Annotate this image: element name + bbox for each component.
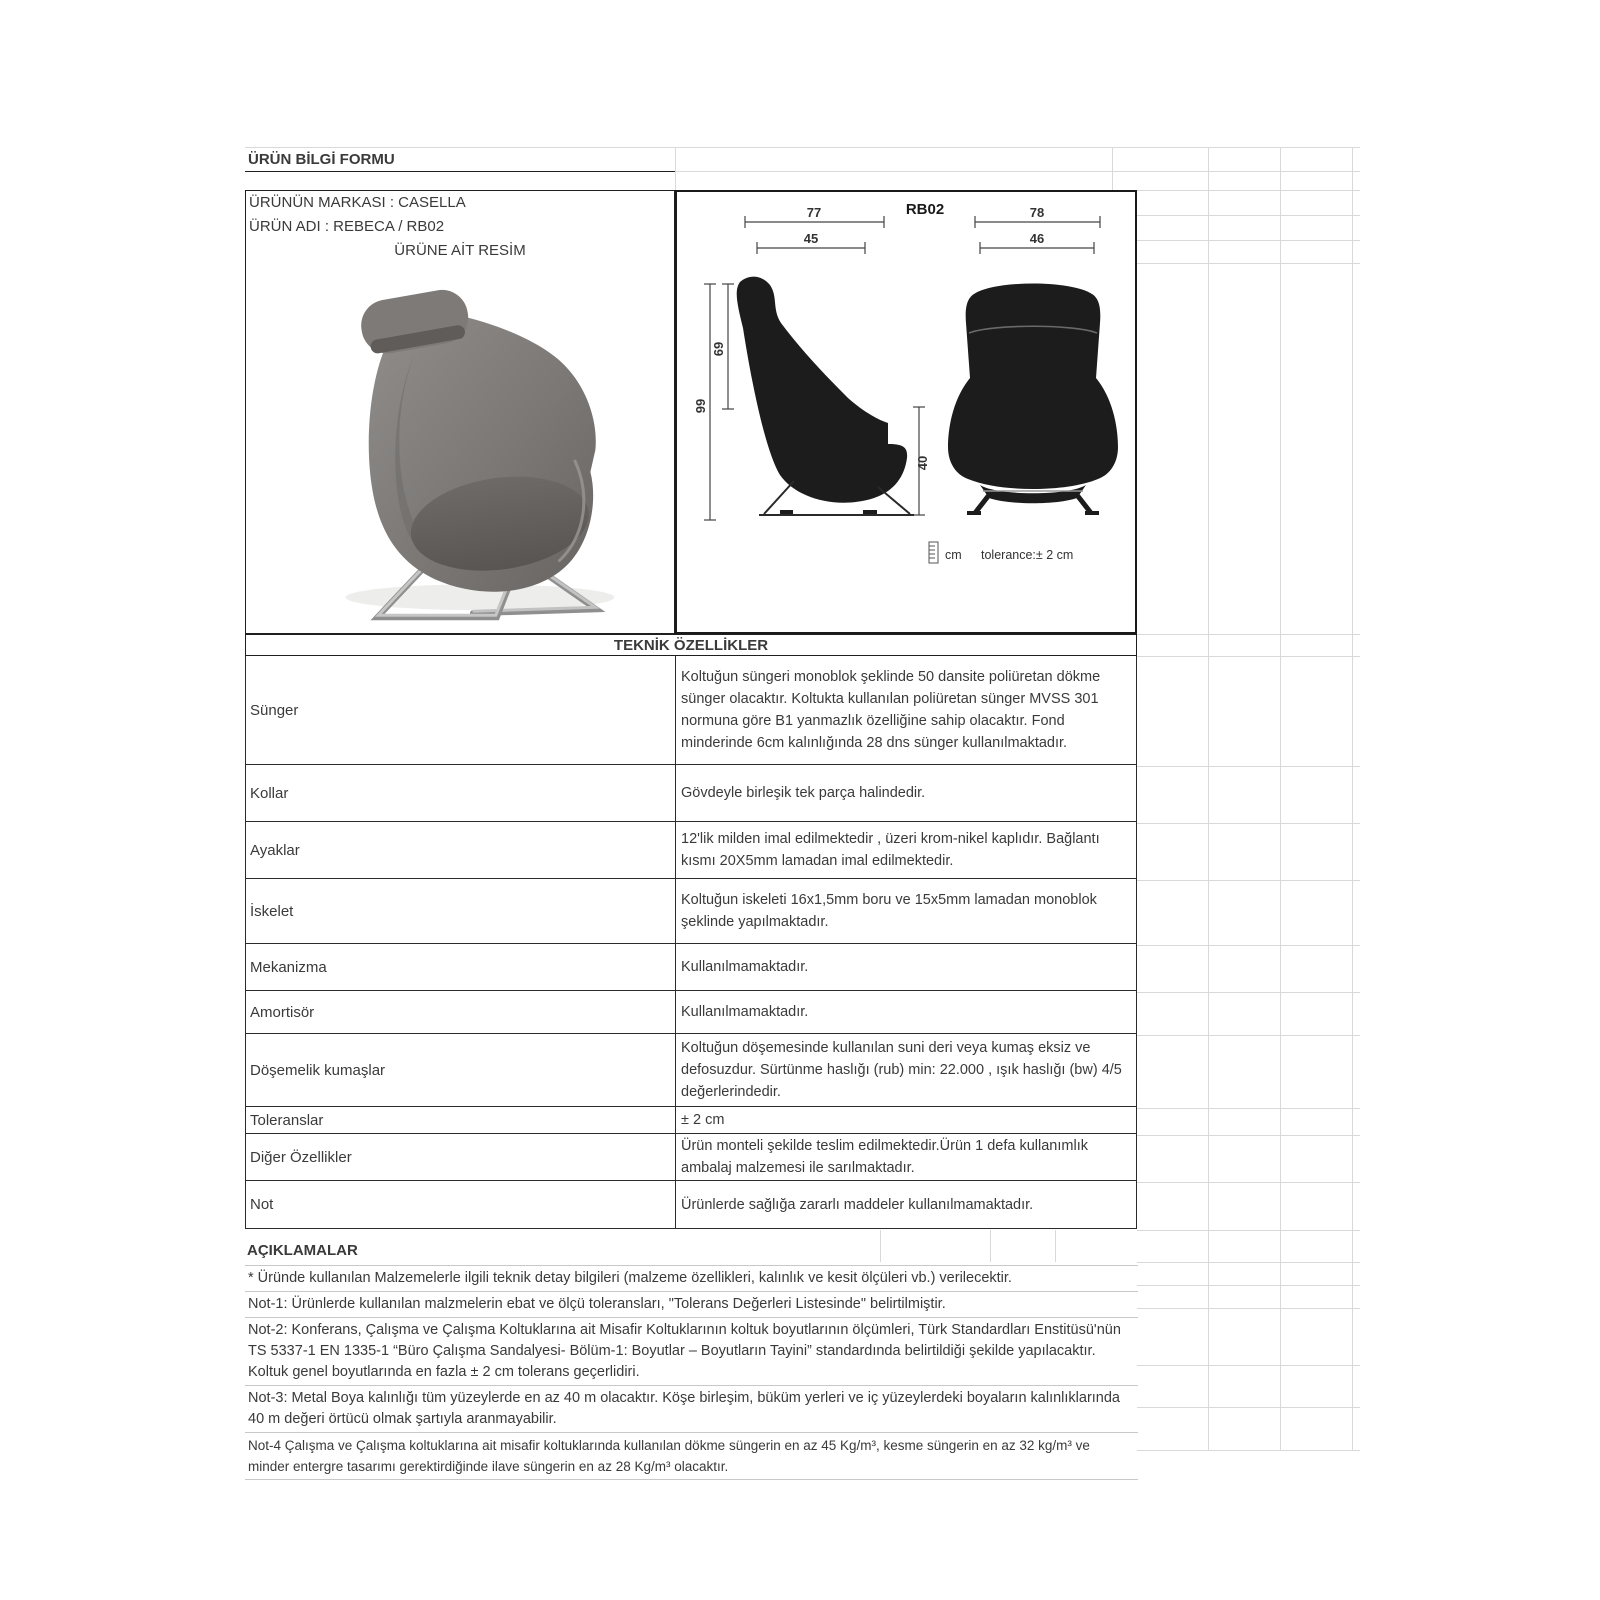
- tolerance-label: tolerance:± 2 cm: [981, 548, 1074, 562]
- grid-line: [1137, 766, 1360, 767]
- spec-label-text: Ayaklar: [250, 841, 300, 859]
- spec-row-mekanizma: [246, 944, 1136, 991]
- product-image-header: [245, 239, 675, 263]
- spec-label-text: Kollar: [250, 784, 289, 802]
- spec-value-text: Gövdeyle birleşik tek parça halindedir.: [681, 785, 926, 801]
- page-title-text: ÜRÜN BİLGİ FORMU: [248, 151, 395, 168]
- grid-line: [675, 171, 1137, 172]
- grid-line: [1137, 880, 1360, 881]
- grid-line: [1137, 1108, 1360, 1109]
- grid-line: [1137, 1450, 1360, 1451]
- grid-line: [1208, 147, 1209, 1450]
- grid-line: [1137, 215, 1360, 216]
- product-brand-text: ÜRÜNÜN MARKASI : CASELLA: [249, 194, 466, 211]
- note-list: [245, 1265, 1138, 1480]
- grid-line: [1280, 147, 1281, 1450]
- grid-line: [1137, 263, 1360, 264]
- spec-value-text: Kullanılmamaktadır.: [681, 959, 809, 975]
- side-view-foot-right: [863, 510, 877, 514]
- grid-line: [1137, 634, 1360, 635]
- grid-line: [1137, 171, 1360, 172]
- grid-line: [1137, 240, 1360, 241]
- grid-line: [1137, 1035, 1360, 1036]
- spec-label-text: Not: [250, 1196, 274, 1213]
- grid-line: [245, 147, 1137, 148]
- side-view-silhouette: [737, 277, 907, 503]
- spec-value-text: Koltuğun döşemesinde kullanılan suni deri veya kumaş eksiz ve defosuzdur. Sürtünme haslığı (rub) min: 22.000 , ışık haslığı (bw) 4/5 değerlerindedir.: [681, 1040, 1122, 1100]
- spec-label-text: Toleranslar: [250, 1111, 324, 1129]
- dim-back-height-label: 69: [711, 341, 726, 357]
- grid-line: [1137, 1407, 1360, 1408]
- grid-line: [1137, 1285, 1360, 1286]
- dim-seat-height-label: 40: [915, 455, 930, 471]
- product-photo-cell: [245, 262, 675, 634]
- model-label: RB02: [905, 201, 945, 218]
- grid-line: [1137, 1365, 1360, 1366]
- grid-line: [1137, 1182, 1360, 1183]
- grid-line: [675, 147, 676, 190]
- note-item: Not-3: Metal Boya kalınlığı tüm yüzeylerde en az 40 m olacaktır. Köşe birleşim, büküm yerleri ve iç yüzeylerdeki boyaların kalınlıklarında 40 m değeri örtücü olmak şartıyla aranmayabilir.: [245, 1386, 1138, 1433]
- spec-value-text: 12'lik milden imal edilmektedir , üzeri krom-nikel kaplıdır. Bağlantı kısmı 20X5mm lamadan imal edilmektedir.: [681, 831, 1100, 869]
- spec-row-kollar: [246, 765, 1136, 822]
- spec-value-text: Ürün monteli şekilde teslim edilmektedir.Ürün 1 defa kullanımlık ambalaj malzemesi ile sarılmaktadır.: [681, 1138, 1088, 1176]
- spec-label-text: Döşemelik kumaşlar: [250, 1061, 386, 1079]
- page-title: [245, 148, 675, 172]
- spec-label-text: Mekanizma: [250, 958, 327, 976]
- spec-row-ayaklar: [246, 822, 1136, 879]
- grid-line: [1137, 823, 1360, 824]
- spec-label-text: İskelet: [250, 902, 294, 920]
- grid-line: [1137, 190, 1360, 191]
- spec-row-not: [246, 1181, 1136, 1228]
- spec-row-amortisor: [246, 991, 1136, 1034]
- grid-line: [1137, 945, 1360, 946]
- product-image-header-text: ÜRÜNE AİT RESİM: [394, 242, 526, 259]
- grid-line: [1137, 1135, 1360, 1136]
- grid-line: [1137, 1230, 1360, 1231]
- specs-table: [245, 656, 1137, 1229]
- note-item: Not-4 Çalışma ve Çalışma koltuklarına ait misafir koltuklarında kullanılan dökme süngerin en az 45 Kg/m³, kesme süngerin en az 32 kg/m³ ve minder entergre tasarımı gerektirdiğinde ilave süngerin en az 28 Kg/m³ olacaktır.: [245, 1433, 1138, 1480]
- spec-label-text: Sünger: [250, 701, 299, 719]
- spec-label-text: Diğer Özellikler: [250, 1148, 352, 1166]
- spec-value-text: Ürünlerde sağlığa zararlı maddeler kullanılmamaktadır.: [681, 1196, 1034, 1213]
- grid-line: [1137, 1262, 1360, 1263]
- technical-drawing-box: [675, 190, 1137, 634]
- grid-line: [1137, 656, 1360, 657]
- notes-header: AÇIKLAMALAR: [247, 1242, 358, 1259]
- grid-line: [1352, 147, 1353, 1450]
- product-name-text: ÜRÜN ADI : REBECA / RB02: [249, 218, 445, 235]
- spec-label-text: Amortisör: [250, 1003, 315, 1021]
- grid-line: [880, 1230, 881, 1262]
- spec-value-text: Kullanılmamaktadır.: [681, 1004, 809, 1020]
- grid-line: [1055, 1230, 1056, 1262]
- spec-row-sunger: [246, 656, 1136, 765]
- spec-row-iskelet: [246, 879, 1136, 944]
- product-photo-chair: [246, 262, 674, 633]
- note-item: Not-2: Konferans, Çalışma ve Çalışma Koltuklarına ait Misafir Koltuklarının koltuk boyutlarının ölçümleri, Türk Standardları Enstitüsü'nün TS 5337-1 EN 1335-1 “Büro Çalışma Sandalyesi- Bölüm-1: Boyutlar – Boyutların Tayini” standardında belirtildiği şekilde yapılacaktır. Koltuk genel boyutlarında en fazla ± 2 cm tolerans geçerlidiri.: [245, 1318, 1138, 1386]
- note-item: * Üründe kullanılan Malzemelerle ilgili teknik detay bilgileri (malzeme özellikleri, kalınlık ve kesit ölçüleri vb.) verilecektir.: [245, 1266, 1138, 1292]
- grid-line: [1137, 1308, 1360, 1309]
- back-view-silhouette: [948, 284, 1118, 490]
- dim-total-height-label: 99: [693, 398, 708, 414]
- dim-back-seat-width-label: 46: [1029, 231, 1045, 246]
- notes-section: [245, 1240, 1138, 1480]
- product-name-row: [245, 214, 675, 240]
- specs-header: [245, 634, 1137, 656]
- dim-side-seat-width-label: 45: [803, 231, 819, 246]
- spec-row-diger: [246, 1134, 1136, 1181]
- side-view-foot-left: [780, 510, 793, 514]
- dim-side-overall-width-label: 77: [806, 205, 822, 220]
- technical-drawing: [677, 192, 1135, 632]
- dim-back-overall-width-label: 78: [1029, 205, 1045, 220]
- spec-value-text: Koltuğun iskeleti 16x1,5mm boru ve 15x5mm lamadan monoblok şeklinde yapılmaktadır.: [681, 892, 1097, 930]
- back-view-foot-left: [967, 511, 981, 515]
- note-item: Not-1: Ürünlerde kullanılan malzmelerin ebat ve ölçü toleransları, "Tolerans Değerleri Listesinde" belirtilmiştir.: [245, 1292, 1138, 1318]
- grid-line: [1137, 147, 1360, 148]
- grid-line: [1137, 992, 1360, 993]
- grid-line: [1112, 147, 1113, 190]
- spec-row-toleranslar: [246, 1107, 1136, 1134]
- specs-header-text: TEKNİK ÖZELLİKLER: [613, 636, 769, 654]
- spec-value-text: ± 2 cm: [681, 1112, 725, 1128]
- grid-line: [990, 1230, 991, 1262]
- ruler-icon: [929, 542, 938, 563]
- spec-value-text: Koltuğun süngeri monoblok şeklinde 50 dansite poliüretan dökme sünger olacaktır. Koltukta kullanılan poliüretan sünger MVSS 301 normuna göre B1 yanmazlık özelliğine sahip olacaktır. Fond minderinde 6cm kalınlığında 28 dns sünger kullanılmaktadır.: [681, 669, 1101, 751]
- back-view-foot-right: [1085, 511, 1099, 515]
- spec-row-dosemelik: [246, 1034, 1136, 1107]
- unit-label: cm: [945, 548, 962, 562]
- product-brand-row: [245, 190, 675, 215]
